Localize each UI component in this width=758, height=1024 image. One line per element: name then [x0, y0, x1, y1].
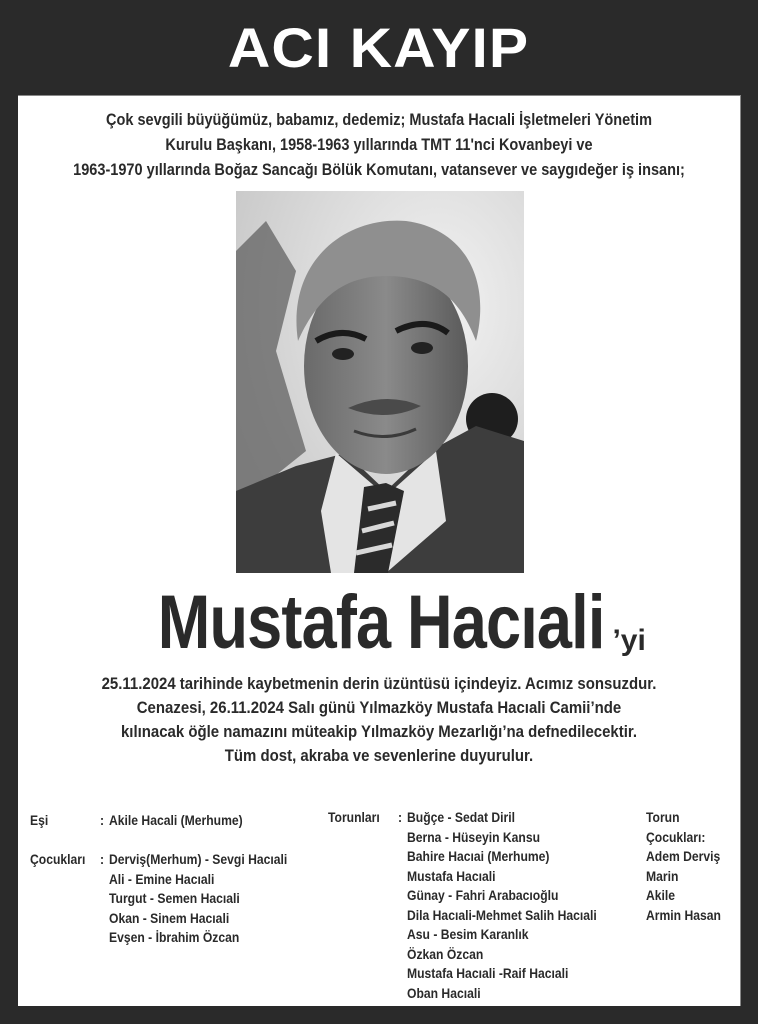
name-suffix: ’yi: [612, 624, 646, 657]
great-grandchild-name: Armin Hasan: [646, 907, 721, 923]
grandchildren-section: [328, 808, 638, 1008]
header-bar: [0, 0, 758, 95]
spouse-list: [109, 811, 258, 831]
intro-text: [18, 108, 740, 183]
portrait-photo: [236, 191, 524, 573]
great-grandchildren-section: [646, 808, 740, 928]
announcement-line: kılınacak öğle namazını müteakip Yılmazköy Mezarlığı’na defnedilecektir.: [120, 722, 638, 741]
grandchild-name: Oban Hacıali: [407, 985, 481, 1001]
grandchildren-label: Torunları: [328, 810, 380, 825]
spouse-label: Eşi: [30, 813, 49, 828]
colon-separator: :: [100, 813, 105, 828]
grandchild-name: Asu - Besim Karanlık: [407, 927, 529, 942]
great-grandchildren-list: [646, 808, 729, 925]
intro-line: Çok sevgili büyüğümüz, babamız, dedemiz; Mustafa Hacıali İşletmeleri Yönetim: [106, 111, 652, 129]
grandchild-name: Mustafa Hacıali: [407, 868, 496, 884]
grandchild-name: Dila Hacıali-Mehmet Salih Hacıali: [407, 907, 597, 923]
great-grandchildren-label: Torun: [646, 810, 680, 825]
great-grandchild-name: Marin: [646, 868, 679, 884]
child-name: Derviş(Merhum) - Sevgi Hacıali: [109, 852, 288, 867]
grandchild-name: Mustafa Hacıali -Raif Hacıali: [407, 966, 569, 981]
deceased-name-text: Mustafa Hacıali: [157, 580, 605, 665]
portrait-image: [236, 191, 524, 573]
grandchild-name: Bahire Hacıai (Merhume): [407, 849, 550, 864]
grandchild-name: Özkan Özcan: [407, 946, 484, 962]
deceased-name: [18, 580, 740, 665]
grandchild-name: Berna - Hüseyin Kansu: [407, 829, 541, 845]
spouse-section: [30, 811, 330, 831]
great-grandchild-name: Akile: [646, 888, 676, 903]
colon-separator: :: [100, 852, 105, 867]
grandchild-name: Buğçe - Sedat Diril: [407, 810, 516, 825]
intro-line: 1963-1970 yıllarında Boğaz Sancağı Bölük Komutanı, vatansever ve saygıdeğer iş insanı;: [73, 161, 685, 179]
great-grandchildren-label: Çocukları:: [646, 829, 706, 845]
colon-separator: :: [398, 810, 403, 825]
intro-line: Kurulu Başkanı, 1958-1963 yıllarında TMT 11'nci Kovanbeyi ve: [165, 136, 593, 154]
great-grandchild-name: Adem Derviş: [646, 849, 721, 864]
grandchild-name: Günay - Fahri Arabacıoğlu: [407, 888, 559, 903]
spouse-name: Akile Hacali (Merhume): [109, 813, 243, 828]
announcement-line: 25.11.2024 tarihinde kaybetmenin derin üzüntüsü içindeyiz. Acımız sonsuzdur.: [101, 674, 657, 693]
child-name: Evşen - İbrahim Özcan: [109, 930, 240, 945]
notice-title: ACI KAYIP: [228, 16, 530, 79]
child-name: Okan - Sinem Hacıali: [109, 910, 230, 926]
child-name: Ali - Emine Hacıali: [109, 871, 215, 887]
notice-panel: [18, 95, 741, 1006]
children-label: Çocukları: [30, 852, 86, 867]
announcement-line: Cenazesi, 26.11.2024 Salı günü Yılmazköy Mustafa Hacıali Camii’nde: [136, 698, 622, 717]
child-name: Turgut - Semen Hacıali: [109, 891, 240, 906]
children-section: [30, 850, 330, 950]
children-list: [109, 850, 307, 948]
announcement-line: Tüm dost, akraba ve sevenlerine duyurulur.: [224, 746, 534, 765]
grandchildren-list: [407, 808, 618, 1003]
announcement-text: [18, 672, 740, 768]
